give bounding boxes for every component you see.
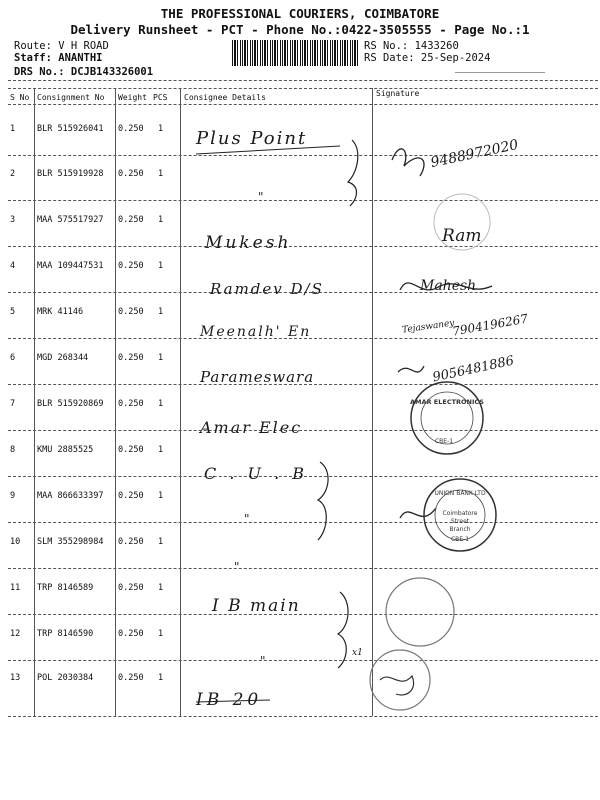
handwritten-consignee: Ramdev D/S bbox=[210, 280, 324, 298]
row-consignment: MAA 575517927 bbox=[37, 215, 104, 225]
row-weight: 0.250 bbox=[118, 629, 144, 639]
signature-scribble bbox=[398, 366, 424, 372]
row-sno: 9 bbox=[10, 491, 16, 501]
stamp-text: AMAR ELECTRONICS bbox=[410, 398, 484, 406]
row-separator bbox=[8, 660, 598, 661]
row-weight: 0.250 bbox=[118, 583, 144, 593]
handwritten-mark: x1 bbox=[352, 648, 363, 658]
staff-label: Staff: ANANTHI bbox=[14, 52, 103, 64]
row-sno: 8 bbox=[10, 445, 16, 455]
row-weight: 0.250 bbox=[118, 491, 144, 501]
row-pcs: 1 bbox=[158, 583, 164, 593]
stamp-text: Branch bbox=[449, 526, 471, 533]
stamp-text: CBE-1 bbox=[450, 536, 470, 543]
row-separator bbox=[8, 246, 598, 247]
row-consignment: BLR 515920869 bbox=[37, 399, 104, 409]
col-divider bbox=[115, 88, 116, 716]
stamp-text: Coimbatore bbox=[442, 510, 478, 517]
handwritten-phone: 9056481886 bbox=[431, 353, 516, 386]
row-pcs: 1 bbox=[158, 491, 164, 501]
row-consignment: MGD 268344 bbox=[37, 353, 89, 363]
row-pcs: 1 bbox=[158, 124, 164, 134]
rs-date: RS Date: 25-Sep-2024 bbox=[364, 52, 491, 64]
row-weight: 0.250 bbox=[118, 445, 144, 455]
handwritten-phone: 9488972020 bbox=[429, 136, 520, 172]
row-weight: 0.250 bbox=[118, 307, 144, 317]
row-sno: 3 bbox=[10, 215, 16, 225]
route-label: Route: V H ROAD bbox=[14, 40, 109, 52]
col-header-weight: Weight bbox=[118, 93, 147, 102]
bank-seal-faint bbox=[370, 650, 430, 710]
signature-scribble bbox=[392, 149, 424, 176]
row-separator bbox=[8, 200, 598, 201]
curly-brace-mark bbox=[338, 592, 348, 668]
row-sno: 13 bbox=[10, 673, 21, 683]
row-separator bbox=[8, 614, 598, 615]
row-sno: 11 bbox=[10, 583, 21, 593]
col-header-details: Consignee Details bbox=[184, 93, 266, 102]
row-pcs: 1 bbox=[158, 215, 164, 225]
barcode bbox=[232, 40, 358, 66]
rs-number: RS No.: 1433260 bbox=[364, 40, 459, 52]
col-divider bbox=[372, 88, 373, 716]
row-sno: 2 bbox=[10, 169, 16, 179]
row-sno: 6 bbox=[10, 353, 16, 363]
row-consignment: TRP 8146590 bbox=[37, 629, 94, 639]
col-header-pcs: PCS bbox=[153, 93, 168, 102]
row-separator bbox=[8, 155, 598, 156]
stamp-text: UNION BANK LTD bbox=[434, 490, 486, 497]
row-pcs: 1 bbox=[158, 673, 164, 683]
row-sno: 5 bbox=[10, 307, 16, 317]
handwritten-consignee: I B main bbox=[212, 596, 301, 616]
row-consignment: TRP 8146589 bbox=[37, 583, 94, 593]
handwritten-consignee: Plus Point bbox=[196, 128, 308, 149]
col-header-sno: S No bbox=[10, 93, 30, 102]
row-consignment: POL 2030384 bbox=[37, 673, 94, 683]
row-pcs: 1 bbox=[158, 169, 164, 179]
row-pcs: 1 bbox=[158, 261, 164, 271]
row-separator bbox=[8, 430, 598, 431]
row-sno: 4 bbox=[10, 261, 16, 271]
handwritten-ditto: " bbox=[244, 512, 250, 526]
rule-header-bottom bbox=[8, 104, 598, 105]
row-weight: 0.250 bbox=[118, 399, 144, 409]
row-consignment: BLR 515926041 bbox=[37, 124, 104, 134]
curly-brace-mark bbox=[318, 462, 328, 540]
handwritten-ditto: " bbox=[234, 560, 240, 574]
stamp-text: Street bbox=[450, 518, 470, 525]
row-weight: 0.250 bbox=[118, 124, 144, 134]
row-sno: 12 bbox=[10, 629, 21, 639]
rule-top-2 bbox=[8, 88, 598, 89]
row-weight: 0.250 bbox=[118, 673, 144, 683]
row-pcs: 1 bbox=[158, 537, 164, 547]
row-weight: 0.250 bbox=[118, 353, 144, 363]
handwritten-consignee: Parameswara bbox=[200, 368, 315, 386]
row-pcs: 1 bbox=[158, 629, 164, 639]
handwritten-ditto: " bbox=[258, 190, 264, 204]
row-sno: 10 bbox=[10, 537, 21, 547]
runsheet-subtitle: Delivery Runsheet - PCT - Phone No.:0422-3505555 - Page No.:1 bbox=[70, 22, 530, 37]
handwritten-consignee: C . U . B bbox=[204, 464, 308, 483]
curly-brace-mark bbox=[348, 140, 358, 206]
handwritten-signature: Ram bbox=[442, 226, 482, 246]
row-sno: 7 bbox=[10, 399, 16, 409]
row-consignment: BLR 515919928 bbox=[37, 169, 104, 179]
signature-scribble bbox=[380, 676, 414, 695]
row-pcs: 1 bbox=[158, 353, 164, 363]
col-header-consignment: Consignment No bbox=[37, 93, 105, 102]
row-consignment: SLM 355298984 bbox=[37, 537, 104, 547]
company-title: THE PROFESSIONAL COURIERS, COIMBATORE bbox=[160, 6, 440, 21]
rule-top bbox=[8, 80, 598, 81]
row-consignment: KMU 2885525 bbox=[37, 445, 94, 455]
row-separator bbox=[8, 522, 598, 523]
row-consignment: MAA 866633397 bbox=[37, 491, 104, 501]
bank-seal-faint bbox=[386, 578, 454, 646]
row-separator bbox=[8, 568, 598, 569]
row-pcs: 1 bbox=[158, 399, 164, 409]
handwritten-ditto: " bbox=[260, 654, 266, 668]
handwritten-phone: 7904196267 bbox=[451, 311, 529, 339]
row-weight: 0.250 bbox=[118, 215, 144, 225]
signature-scribble bbox=[400, 508, 436, 518]
faint-stamp-top bbox=[455, 58, 545, 73]
col-divider bbox=[180, 88, 181, 716]
handwritten-signature: Tejaswaney bbox=[401, 318, 456, 336]
row-separator-last bbox=[8, 716, 598, 717]
col-header-signature: Signature bbox=[376, 89, 420, 98]
handwritten-consignee: Meenalh' En bbox=[200, 324, 312, 340]
row-weight: 0.250 bbox=[118, 261, 144, 271]
row-sno: 1 bbox=[10, 124, 16, 134]
col-divider bbox=[34, 88, 35, 716]
row-weight: 0.250 bbox=[118, 537, 144, 547]
handwritten-signature: Mahesh bbox=[420, 278, 477, 294]
row-pcs: 1 bbox=[158, 307, 164, 317]
row-weight: 0.250 bbox=[118, 169, 144, 179]
stamp-text: CBE-1 bbox=[434, 438, 454, 445]
row-consignment: MAA 109447531 bbox=[37, 261, 104, 271]
handwritten-consignee: Mukesh bbox=[205, 233, 292, 253]
row-consignment: MRK 41146 bbox=[37, 307, 84, 317]
drs-number: DRS No.: DCJB143326001 bbox=[14, 66, 154, 78]
handwritten-consignee: IB 20 bbox=[196, 690, 263, 710]
handwritten-consignee: Amar Elec bbox=[200, 418, 303, 437]
row-pcs: 1 bbox=[158, 445, 164, 455]
